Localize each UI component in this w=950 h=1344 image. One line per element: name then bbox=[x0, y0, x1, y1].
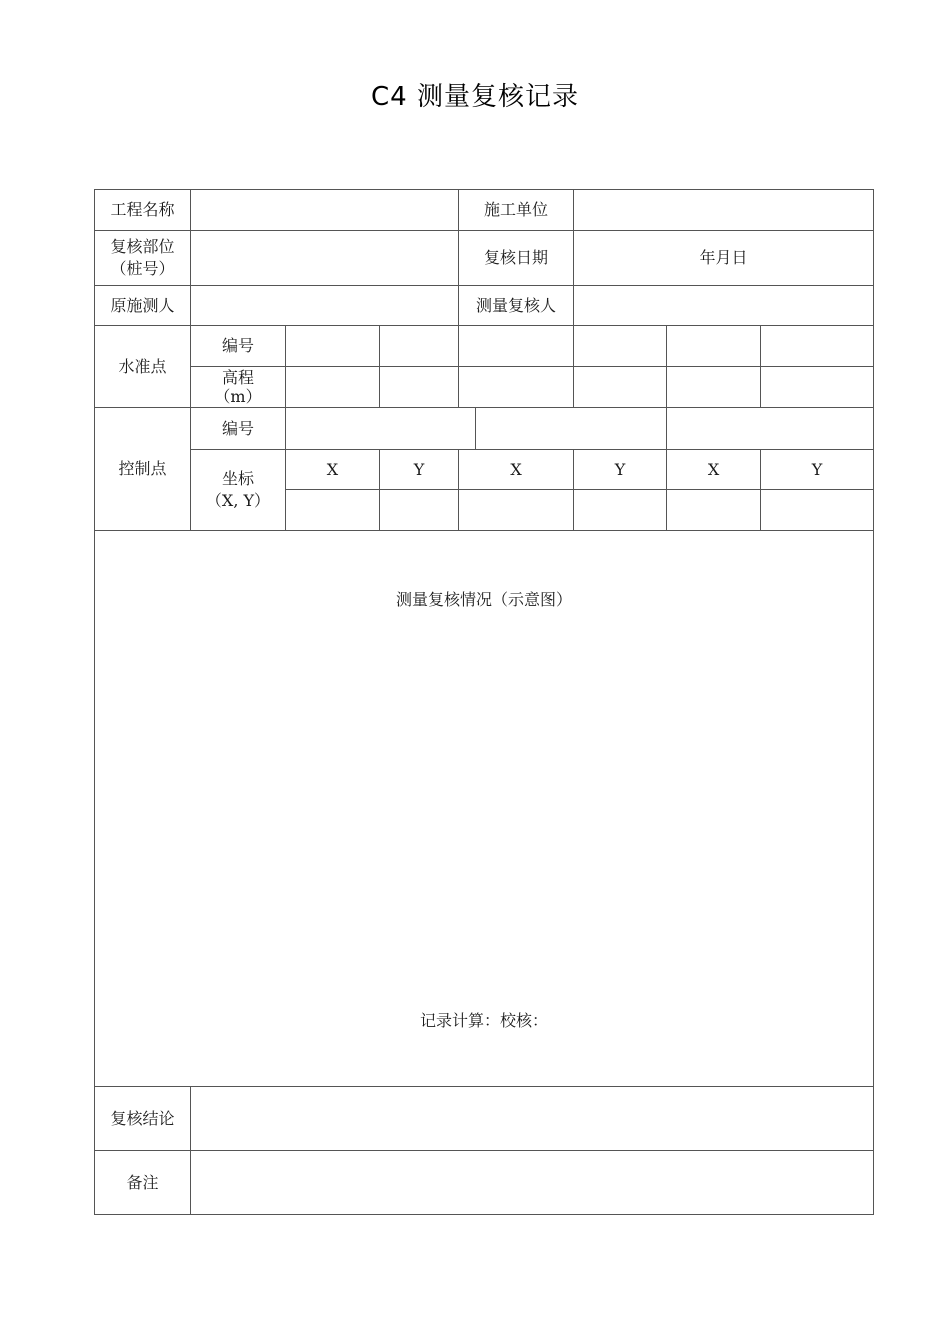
check-part-field[interactable] bbox=[191, 231, 459, 286]
benchmark-elevation-label bbox=[191, 367, 286, 408]
remarks-field[interactable] bbox=[191, 1151, 874, 1215]
benchmark-number-cell[interactable] bbox=[761, 326, 874, 367]
benchmark-elevation-cell[interactable] bbox=[761, 367, 874, 408]
benchmark-elevation-cell[interactable] bbox=[574, 367, 667, 408]
control-point-label: 控制点 bbox=[95, 408, 191, 531]
benchmark-elevation-cell[interactable] bbox=[286, 367, 380, 408]
check-part-label bbox=[95, 231, 191, 286]
conclusion-label: 复核结论 bbox=[95, 1087, 191, 1151]
coord-axis-header: Y bbox=[574, 450, 667, 490]
coord-value-cell[interactable] bbox=[459, 490, 574, 531]
construction-unit-field[interactable] bbox=[574, 190, 874, 231]
sketch-caption: 测量复核情况（示意图） bbox=[396, 590, 573, 609]
check-date-value: 年月日 bbox=[699, 248, 748, 267]
control-coord-label-line2: （X, Y） bbox=[205, 491, 271, 510]
control-number-cell[interactable] bbox=[667, 408, 874, 450]
control-number-cell[interactable] bbox=[476, 408, 667, 450]
checker-label: 测量复核人 bbox=[459, 286, 574, 326]
coord-axis-header: X bbox=[286, 450, 380, 490]
sketch-area[interactable] bbox=[95, 531, 874, 1087]
benchmark-elevation-label-line2: （m） bbox=[214, 387, 262, 406]
coord-value-cell[interactable] bbox=[667, 490, 761, 531]
coord-value-cell[interactable] bbox=[761, 490, 874, 531]
construction-unit-label: 施工单位 bbox=[459, 190, 574, 231]
benchmark-elevation-cell[interactable] bbox=[380, 367, 459, 408]
coord-value-cell[interactable] bbox=[286, 490, 380, 531]
benchmark-number-cell[interactable] bbox=[286, 326, 380, 367]
calc-check-line: 记录计算：校核： bbox=[420, 1011, 549, 1030]
check-part-label-line1: 复核部位 bbox=[110, 237, 175, 256]
control-coord-label-line1: 坐标 bbox=[221, 469, 254, 488]
coord-axis-header: Y bbox=[380, 450, 459, 490]
original-surveyor-field[interactable] bbox=[191, 286, 459, 326]
control-number-cell[interactable] bbox=[286, 408, 476, 450]
control-number-label: 编号 bbox=[191, 408, 286, 450]
benchmark-number-cell[interactable] bbox=[574, 326, 667, 367]
page-title: C4 测量复核记录 bbox=[371, 82, 579, 112]
original-surveyor-label: 原施测人 bbox=[95, 286, 191, 326]
check-date-field[interactable] bbox=[574, 231, 874, 286]
project-name-label: 工程名称 bbox=[95, 190, 191, 231]
remarks-label: 备注 bbox=[95, 1151, 191, 1215]
benchmark-number-cell[interactable] bbox=[667, 326, 761, 367]
coord-value-cell[interactable] bbox=[380, 490, 459, 531]
project-name-field[interactable] bbox=[191, 190, 459, 231]
benchmark-number-label: 编号 bbox=[191, 326, 286, 367]
coord-axis-header: Y bbox=[761, 450, 874, 490]
check-part-label-line2: （桩号） bbox=[110, 259, 175, 278]
conclusion-field[interactable] bbox=[191, 1087, 874, 1151]
benchmark-number-cell[interactable] bbox=[380, 326, 459, 367]
coord-axis-header: X bbox=[459, 450, 574, 490]
coord-value-cell[interactable] bbox=[574, 490, 667, 531]
benchmark-elevation-cell[interactable] bbox=[459, 367, 574, 408]
benchmark-label: 水准点 bbox=[95, 326, 191, 408]
check-date-label: 复核日期 bbox=[459, 231, 574, 286]
benchmark-number-cell[interactable] bbox=[459, 326, 574, 367]
control-coord-label bbox=[191, 450, 286, 531]
checker-field[interactable] bbox=[574, 286, 874, 326]
benchmark-elevation-cell[interactable] bbox=[667, 367, 761, 408]
survey-check-form bbox=[94, 189, 874, 1215]
benchmark-elevation-label-line1: 高程 bbox=[221, 368, 254, 387]
coord-axis-header: X bbox=[667, 450, 761, 490]
